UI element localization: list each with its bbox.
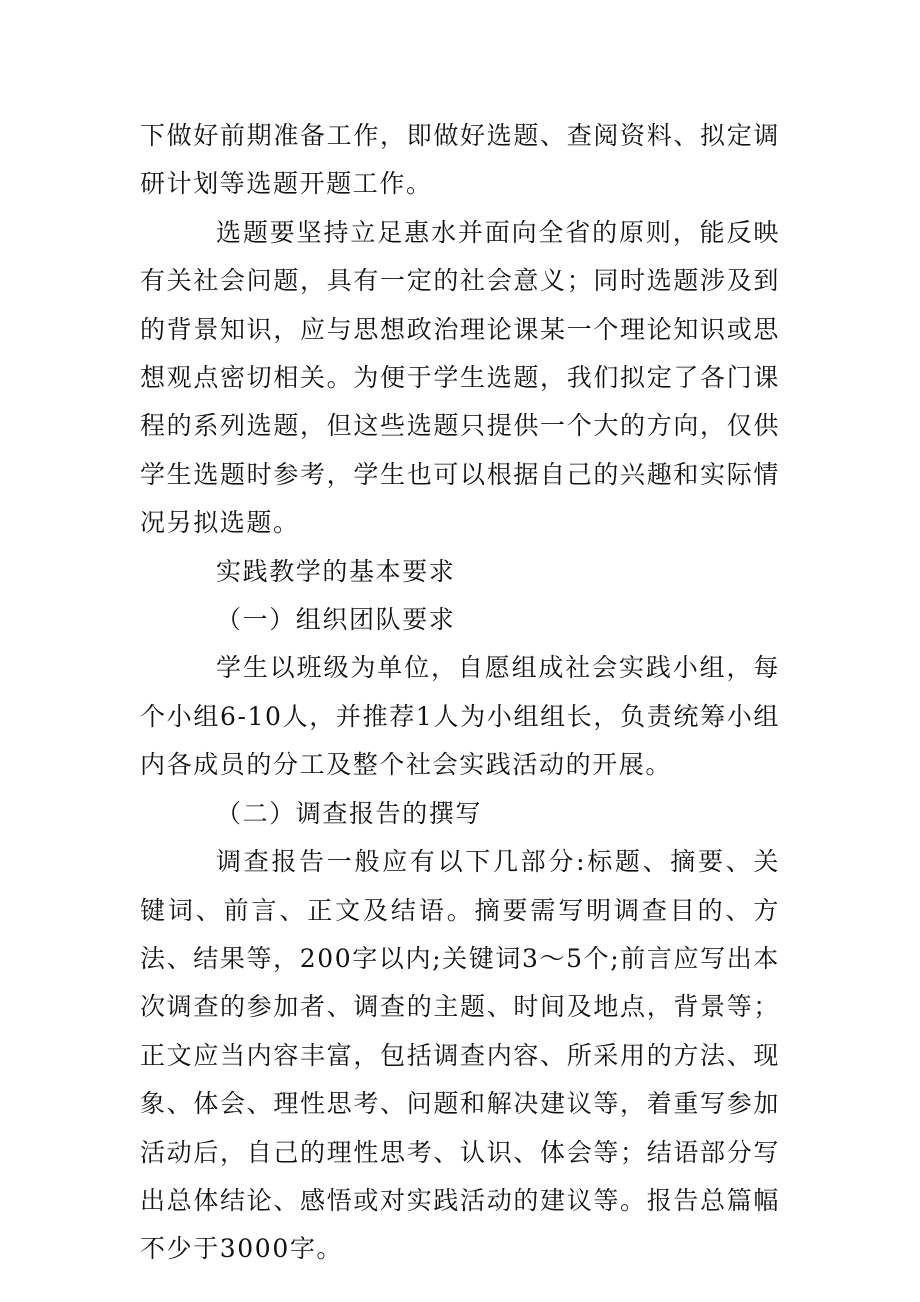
paragraph-topic-selection: 选题要坚持立足惠水并面向全省的原则，能反映有关社会问题，具有一定的社会意义；同时选题涉及到的背景知识，应与思想政治理论课某一个理论知识或思想观点密切相关。为便于学生选题，我们拟定了各门课程的系列选题，但这些选题只提供一个大的方向，仅供学生选题时参考，学生也可以根据自己的兴趣和实际情况另拟选题。: [140, 217, 780, 538]
subheading-report-writing: （二）调查报告的撰写: [216, 798, 483, 828]
paragraph-report-structure: 调查报告一般应有以下几部分:标题、摘要、关键词、前言、正文及结语。摘要需写明调查目的、方法、结果等，200字以内;关键词3～5个;前言应写出本次调查的参加者、调查的主题、时间及地点，背景等；正文应当内容丰富，包括调查内容、所采用的方法、现象、体会、理性思考、问题和解决建议等，着重写参加活动后，自己的理性思考、认识、体会等；结语部分写出总体结论、感悟或对实践活动的建议等。报告总篇幅不少于3000字。: [140, 847, 780, 1264]
paragraph-continuation: 下做好前期准备工作，即做好选题、查阅资料、拟定调研计划等选题开题工作。: [140, 121, 780, 199]
section-heading-basic-requirements: 实践教学的基本要求: [216, 556, 456, 586]
subheading-team-requirements: （一）组织团队要求: [216, 605, 456, 635]
document-body: [140, 112, 780, 1274]
paragraph-team-organization: 学生以班级为单位，自愿组成社会实践小组，每个小组6-10人，并推荐1人为小组组长，负责统筹小组内各成员的分工及整个社会实践活动的开展。: [140, 653, 780, 780]
